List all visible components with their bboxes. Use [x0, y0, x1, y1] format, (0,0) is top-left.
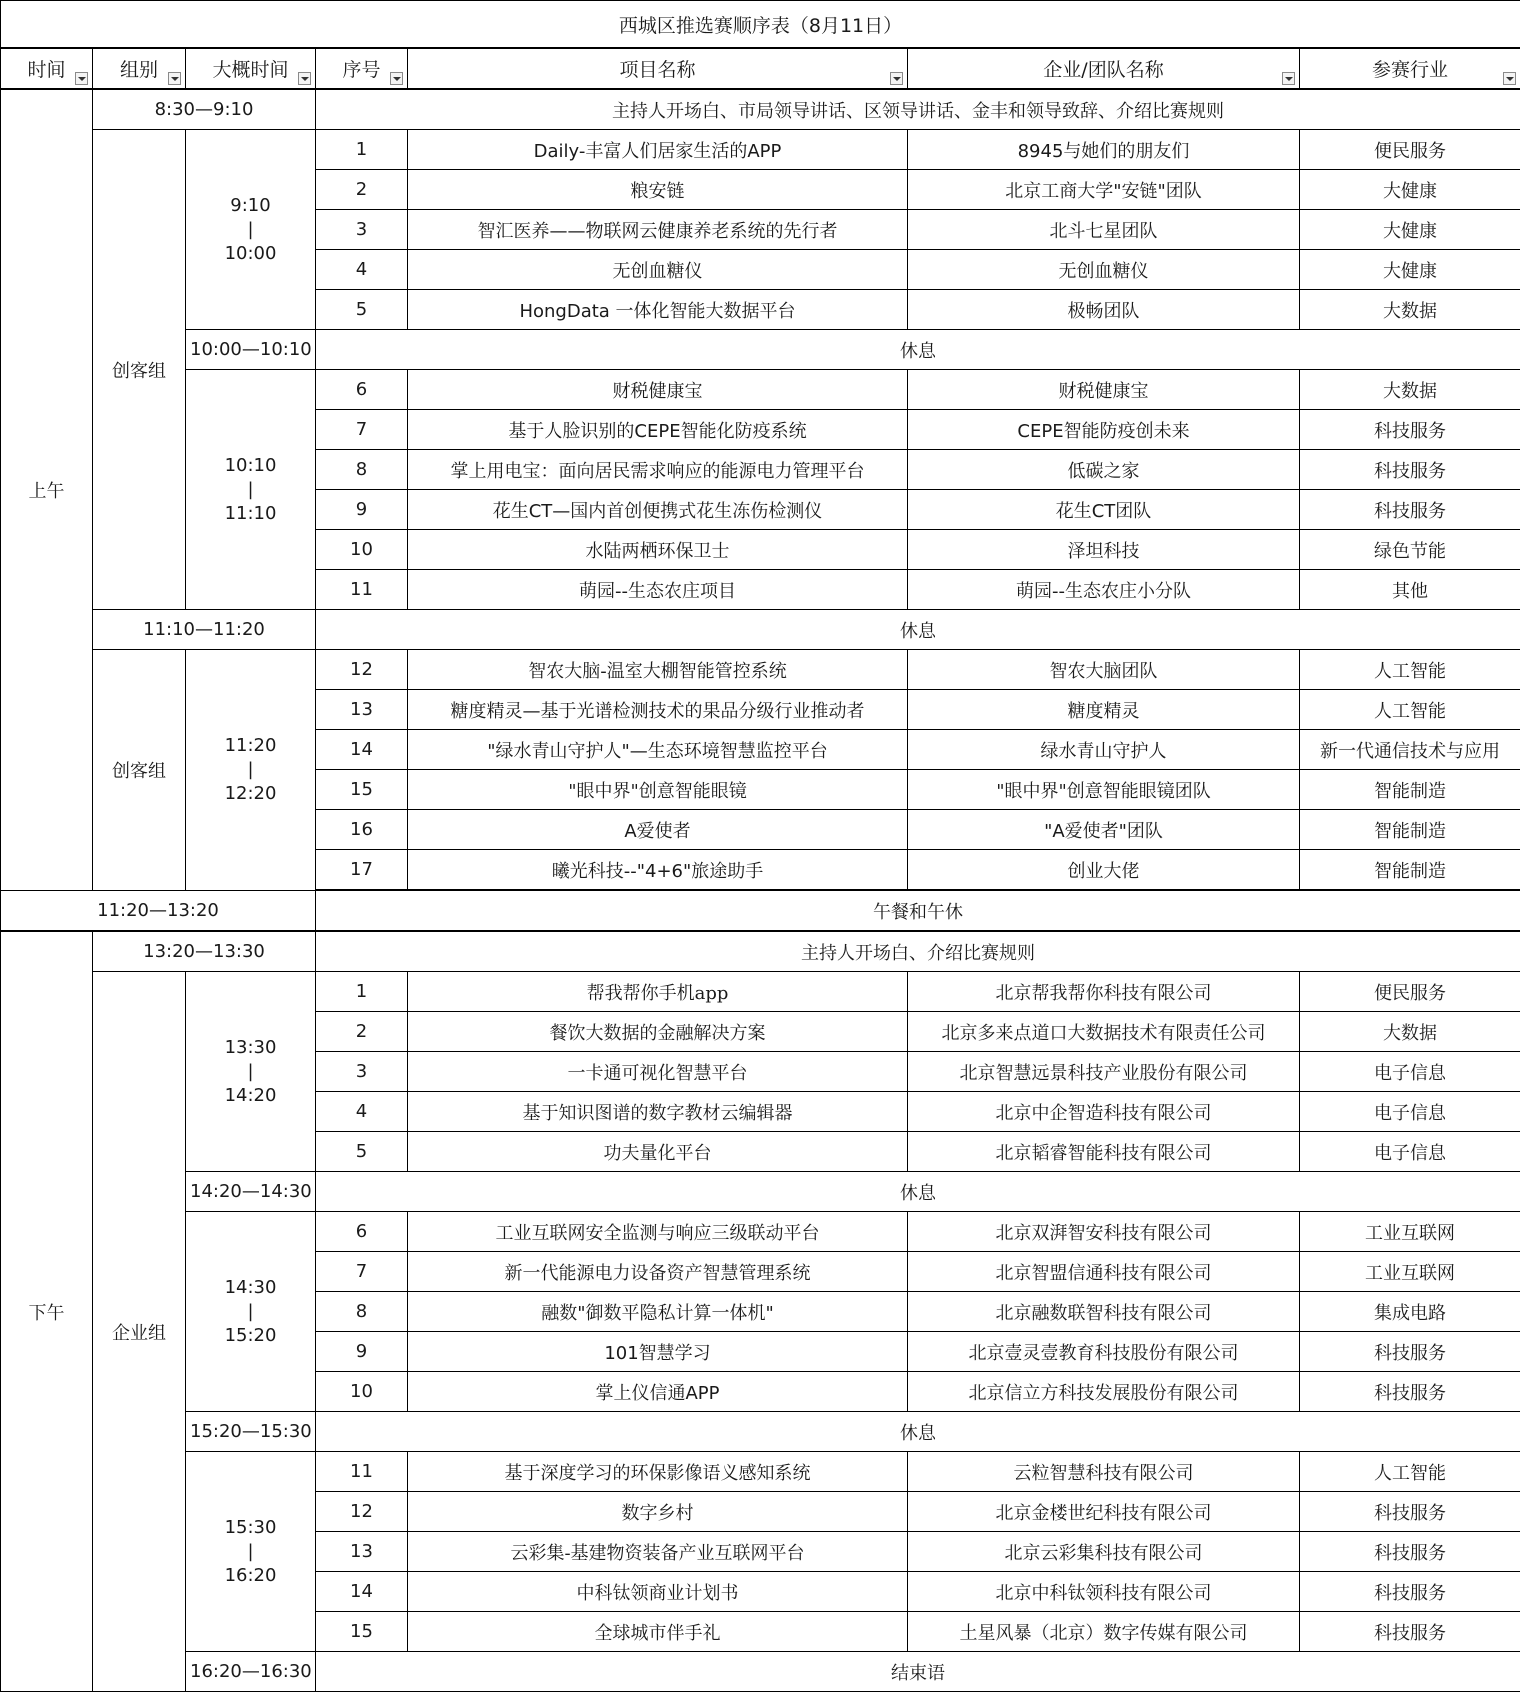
- project-cell: 新一代能源电力设备资产智慧管理系统: [408, 1252, 908, 1292]
- time-block-start: 11:20: [190, 734, 311, 758]
- time-block-end: 10:00: [190, 242, 311, 266]
- company-cell: 创业大佬: [908, 850, 1300, 891]
- project-cell: 水陆两栖环保卫士: [408, 530, 908, 570]
- industry-cell: 人工智能: [1300, 1452, 1520, 1492]
- seq-cell: 2: [316, 1012, 408, 1052]
- seq-cell: 6: [316, 370, 408, 410]
- project-cell: 粮安链: [408, 170, 908, 210]
- break-text-cell: 休息: [316, 330, 1520, 370]
- project-cell: 一卡通可视化智慧平台: [408, 1052, 908, 1092]
- opening-text-cell: 主持人开场白、介绍比赛规则: [316, 931, 1520, 972]
- break-row: [1, 1652, 1520, 1692]
- filter-dropdown-icon[interactable]: [390, 72, 403, 85]
- company-cell: 北京中企智造科技有限公司: [908, 1092, 1300, 1132]
- industry-cell: 智能制造: [1300, 770, 1520, 810]
- seq-cell: 17: [316, 850, 408, 891]
- industry-cell: 科技服务: [1300, 1372, 1520, 1412]
- group-cell: 企业组: [93, 972, 186, 1692]
- project-cell: "眼中界"创意智能眼镜: [408, 770, 908, 810]
- project-cell: 基于深度学习的环保影像语义感知系统: [408, 1452, 908, 1492]
- seq-cell: 8: [316, 450, 408, 490]
- filter-dropdown-icon[interactable]: [298, 72, 311, 85]
- filter-dropdown-icon[interactable]: [168, 72, 181, 85]
- break-text-cell: 休息: [316, 1172, 1520, 1212]
- page-title: 西城区推选赛顺序表（8月11日）: [1, 1, 1520, 49]
- seq-cell: 8: [316, 1292, 408, 1332]
- company-cell: 云粒智慧科技有限公司: [908, 1452, 1300, 1492]
- time-block-sep: |: [190, 1540, 311, 1564]
- industry-cell: 科技服务: [1300, 1492, 1520, 1532]
- company-cell: 萌园--生态农庄小分队: [908, 570, 1300, 610]
- col-header-seq[interactable]: 序号: [316, 48, 408, 89]
- project-cell: 101智慧学习: [408, 1332, 908, 1372]
- lunch-row: [1, 890, 1520, 931]
- industry-cell: 大数据: [1300, 290, 1520, 330]
- table-row: [1, 650, 1520, 690]
- company-cell: 绿水青山守护人: [908, 730, 1300, 770]
- industry-cell: 工业互联网: [1300, 1252, 1520, 1292]
- time-block-sep: |: [190, 1060, 311, 1084]
- project-cell: 掌上用电宝：面向居民需求响应的能源电力管理平台: [408, 450, 908, 490]
- company-cell: 北京金楼世纪科技有限公司: [908, 1492, 1300, 1532]
- project-cell: 曦光科技--"4+6"旅途助手: [408, 850, 908, 891]
- seq-cell: 14: [316, 1572, 408, 1612]
- time-block-start: 10:10: [190, 454, 311, 478]
- opening-time-cell: 13:20—13:30: [93, 931, 316, 972]
- industry-cell: 便民服务: [1300, 972, 1520, 1012]
- industry-cell: 大健康: [1300, 210, 1520, 250]
- opening-time-cell: 8:30—9:10: [93, 89, 316, 130]
- project-cell: 功夫量化平台: [408, 1132, 908, 1172]
- break-row: [1, 330, 1520, 370]
- industry-cell: 工业互联网: [1300, 1212, 1520, 1252]
- project-cell: 数字乡村: [408, 1492, 908, 1532]
- col-header-company[interactable]: 企业/团队名称: [908, 48, 1300, 89]
- company-cell: 北京工商大学"安链"团队: [908, 170, 1300, 210]
- seq-cell: 1: [316, 130, 408, 170]
- lunch-time-cell: 11:20—13:20: [1, 890, 316, 931]
- col-header-time[interactable]: 时间: [1, 48, 93, 89]
- seq-cell: 12: [316, 1492, 408, 1532]
- company-cell: 北京信立方科技发展股份有限公司: [908, 1372, 1300, 1412]
- company-cell: 智农大脑团队: [908, 650, 1300, 690]
- session-label-morning: 上午: [1, 89, 93, 890]
- time-block-start: 14:30: [190, 1276, 311, 1300]
- filter-dropdown-icon[interactable]: [1503, 72, 1516, 85]
- project-cell: 糖度精灵—基于光谱检测技术的果品分级行业推动者: [408, 690, 908, 730]
- seq-cell: 15: [316, 770, 408, 810]
- seq-cell: 10: [316, 1372, 408, 1412]
- seq-cell: 11: [316, 570, 408, 610]
- industry-cell: 智能制造: [1300, 850, 1520, 891]
- project-cell: 餐饮大数据的金融解决方案: [408, 1012, 908, 1052]
- time-block-end: 16:20: [190, 1564, 311, 1588]
- company-cell: 北斗七星团队: [908, 210, 1300, 250]
- company-cell: 低碳之家: [908, 450, 1300, 490]
- break-row: [1, 1412, 1520, 1452]
- break-time-cell: 10:00—10:10: [186, 330, 316, 370]
- industry-cell: 科技服务: [1300, 1612, 1520, 1652]
- seq-cell: 9: [316, 490, 408, 530]
- industry-cell: 人工智能: [1300, 690, 1520, 730]
- table-row: [1, 972, 1520, 1012]
- session-label-afternoon: 下午: [1, 931, 93, 1692]
- header-row: [1, 48, 1520, 89]
- project-cell: Daily-丰富人们居家生活的APP: [408, 130, 908, 170]
- break-time-cell: 11:10—11:20: [93, 610, 316, 650]
- seq-cell: 6: [316, 1212, 408, 1252]
- industry-cell: 科技服务: [1300, 490, 1520, 530]
- industry-cell: 科技服务: [1300, 1332, 1520, 1372]
- seq-cell: 13: [316, 1532, 408, 1572]
- seq-cell: 5: [316, 1132, 408, 1172]
- seq-cell: 3: [316, 1052, 408, 1092]
- break-text-cell: 休息: [316, 610, 1520, 650]
- company-cell: 无创血糖仪: [908, 250, 1300, 290]
- col-header-group[interactable]: 组别: [93, 48, 186, 89]
- break-time-cell: 15:20—15:30: [186, 1412, 316, 1452]
- time-block-end: 15:20: [190, 1324, 311, 1348]
- company-cell: 8945与她们的朋友们: [908, 130, 1300, 170]
- project-cell: A爱使者: [408, 810, 908, 850]
- break-time-cell: 16:20—16:30: [186, 1652, 316, 1692]
- project-cell: 无创血糖仪: [408, 250, 908, 290]
- time-block-start: 9:10: [190, 194, 311, 218]
- project-cell: HongData 一体化智能大数据平台: [408, 290, 908, 330]
- seq-cell: 11: [316, 1452, 408, 1492]
- group-cell: 创客组: [93, 130, 186, 610]
- project-cell: 基于知识图谱的数字教材云编辑器: [408, 1092, 908, 1132]
- industry-cell: 集成电路: [1300, 1292, 1520, 1332]
- industry-cell: 科技服务: [1300, 450, 1520, 490]
- sort-filter-icon[interactable]: [890, 72, 903, 85]
- project-cell: 云彩集-基建物资装备产业互联网平台: [408, 1532, 908, 1572]
- company-cell: 北京融数联智科技有限公司: [908, 1292, 1300, 1332]
- project-cell: 融数"御数平隐私计算一体机": [408, 1292, 908, 1332]
- company-cell: 极畅团队: [908, 290, 1300, 330]
- seq-cell: 4: [316, 1092, 408, 1132]
- project-cell: 中科钛领商业计划书: [408, 1572, 908, 1612]
- time-block-end: 12:20: [190, 782, 311, 806]
- table-row: [1, 130, 1520, 170]
- project-cell: 基于人脸识别的CEPE智能化防疫系统: [408, 410, 908, 450]
- seq-cell: 1: [316, 972, 408, 1012]
- industry-cell: 新一代通信技术与应用: [1300, 730, 1520, 770]
- lunch-text-cell: 午餐和午休: [316, 890, 1520, 931]
- table-row: [1, 1452, 1520, 1492]
- time-block: [186, 130, 316, 330]
- seq-cell: 7: [316, 1252, 408, 1292]
- project-cell: 全球城市伴手礼: [408, 1612, 908, 1652]
- industry-cell: 电子信息: [1300, 1052, 1520, 1092]
- project-cell: 财税健康宝: [408, 370, 908, 410]
- company-cell: 北京智慧远景科技产业股份有限公司: [908, 1052, 1300, 1092]
- company-cell: 北京韬睿智能科技有限公司: [908, 1132, 1300, 1172]
- table-row: [1, 89, 1520, 130]
- opening-text-cell: 主持人开场白、市局领导讲话、区领导讲话、金丰和领导致辞、介绍比赛规则: [316, 89, 1520, 130]
- break-text-cell: 结束语: [316, 1652, 1520, 1692]
- project-cell: 智农大脑-温室大棚智能管控系统: [408, 650, 908, 690]
- company-cell: CEPE智能防疫创未来: [908, 410, 1300, 450]
- time-block-start: 15:30: [190, 1516, 311, 1540]
- seq-cell: 13: [316, 690, 408, 730]
- company-cell: 财税健康宝: [908, 370, 1300, 410]
- seq-cell: 5: [316, 290, 408, 330]
- break-text-cell: 休息: [316, 1412, 1520, 1452]
- seq-cell: 4: [316, 250, 408, 290]
- time-block-sep: |: [190, 1300, 311, 1324]
- company-cell: 北京帮我帮你科技有限公司: [908, 972, 1300, 1012]
- break-time-cell: 14:20—14:30: [186, 1172, 316, 1212]
- company-cell: 土星风暴（北京）数字传媒有限公司: [908, 1612, 1300, 1652]
- industry-cell: 绿色节能: [1300, 530, 1520, 570]
- time-block: [186, 1212, 316, 1412]
- industry-cell: 大数据: [1300, 1012, 1520, 1052]
- company-cell: 北京中科钛领科技有限公司: [908, 1572, 1300, 1612]
- company-cell: 北京智盟信通科技有限公司: [908, 1252, 1300, 1292]
- project-cell: "绿水青山守护人"—生态环境智慧监控平台: [408, 730, 908, 770]
- table-row: [1, 1212, 1520, 1252]
- group-cell: 创客组: [93, 650, 186, 891]
- table-row: [1, 370, 1520, 410]
- industry-cell: 大健康: [1300, 250, 1520, 290]
- industry-cell: 科技服务: [1300, 1532, 1520, 1572]
- filter-dropdown-icon[interactable]: [1282, 72, 1295, 85]
- time-block-end: 14:20: [190, 1084, 311, 1108]
- seq-cell: 16: [316, 810, 408, 850]
- table-row: [1, 931, 1520, 972]
- time-block: [186, 370, 316, 610]
- time-block-sep: |: [190, 478, 311, 502]
- industry-cell: 智能制造: [1300, 810, 1520, 850]
- project-cell: 智汇医养——物联网云健康养老系统的先行者: [408, 210, 908, 250]
- time-block-sep: |: [190, 218, 311, 242]
- industry-cell: 其他: [1300, 570, 1520, 610]
- company-cell: 花生CT团队: [908, 490, 1300, 530]
- project-cell: 花生CT—国内首创便携式花生冻伤检测仪: [408, 490, 908, 530]
- company-cell: 泽坦科技: [908, 530, 1300, 570]
- project-cell: 帮我帮你手机app: [408, 972, 908, 1012]
- col-header-industry[interactable]: 参赛行业: [1300, 48, 1520, 89]
- time-block-start: 13:30: [190, 1036, 311, 1060]
- industry-cell: 人工智能: [1300, 650, 1520, 690]
- seq-cell: 15: [316, 1612, 408, 1652]
- break-row: [1, 1172, 1520, 1212]
- time-block-end: 11:10: [190, 502, 311, 526]
- col-header-approx-time[interactable]: 大概时间: [186, 48, 316, 89]
- seq-cell: 2: [316, 170, 408, 210]
- seq-cell: 12: [316, 650, 408, 690]
- project-cell: 萌园--生态农庄项目: [408, 570, 908, 610]
- industry-cell: 大健康: [1300, 170, 1520, 210]
- industry-cell: 电子信息: [1300, 1132, 1520, 1172]
- filter-dropdown-icon[interactable]: [75, 72, 88, 85]
- break-row: [1, 610, 1520, 650]
- company-cell: 北京壹灵壹教育科技股份有限公司: [908, 1332, 1300, 1372]
- seq-cell: 7: [316, 410, 408, 450]
- company-cell: 北京云彩集科技有限公司: [908, 1532, 1300, 1572]
- company-cell: 北京多来点道口大数据技术有限责任公司: [908, 1012, 1300, 1052]
- industry-cell: 便民服务: [1300, 130, 1520, 170]
- company-cell: 北京双湃智安科技有限公司: [908, 1212, 1300, 1252]
- industry-cell: 科技服务: [1300, 1572, 1520, 1612]
- industry-cell: 电子信息: [1300, 1092, 1520, 1132]
- seq-cell: 9: [316, 1332, 408, 1372]
- seq-cell: 10: [316, 530, 408, 570]
- industry-cell: 科技服务: [1300, 410, 1520, 450]
- time-block: [186, 650, 316, 891]
- industry-cell: 大数据: [1300, 370, 1520, 410]
- company-cell: "A爱使者"团队: [908, 810, 1300, 850]
- col-header-project[interactable]: 项目名称: [408, 48, 908, 89]
- company-cell: "眼中界"创意智能眼镜团队: [908, 770, 1300, 810]
- time-block: [186, 1452, 316, 1652]
- time-block-sep: |: [190, 758, 311, 782]
- project-cell: 工业互联网安全监测与响应三级联动平台: [408, 1212, 908, 1252]
- seq-cell: 14: [316, 730, 408, 770]
- time-block: [186, 972, 316, 1172]
- project-cell: 掌上仪信通APP: [408, 1372, 908, 1412]
- seq-cell: 3: [316, 210, 408, 250]
- company-cell: 糖度精灵: [908, 690, 1300, 730]
